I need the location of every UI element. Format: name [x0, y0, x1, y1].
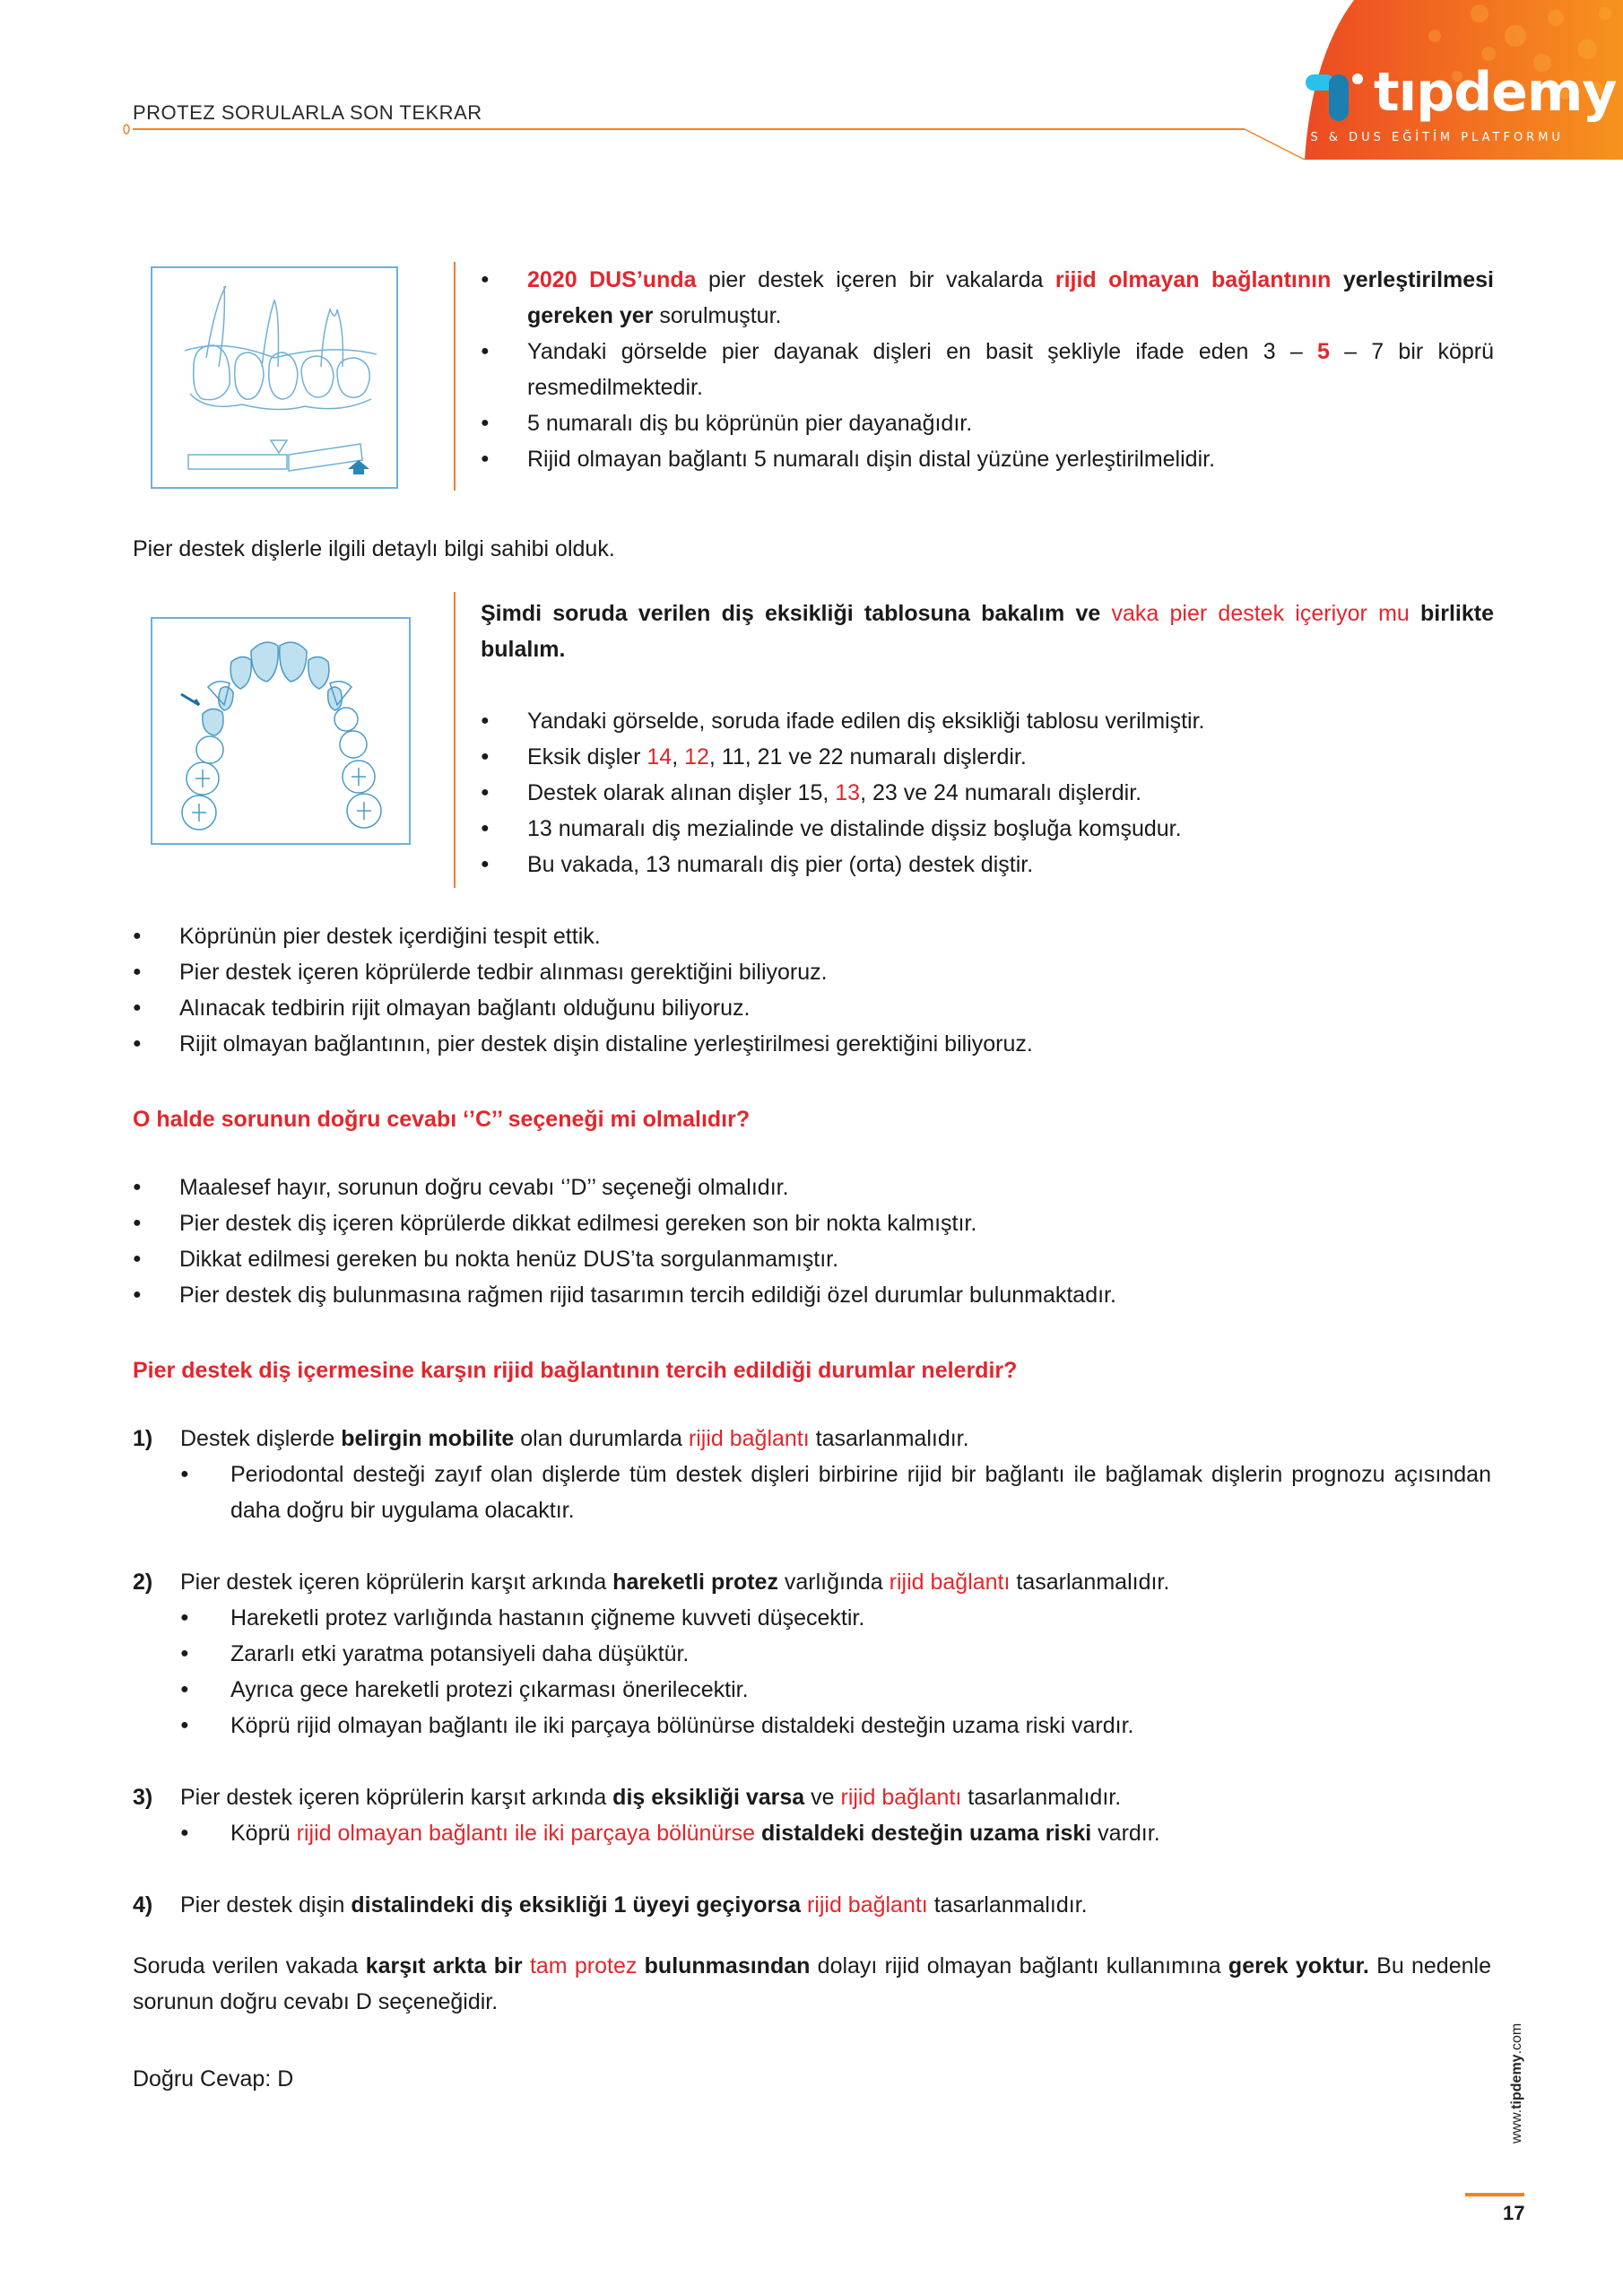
case-item — [133, 1887, 1491, 1923]
case-title — [180, 1779, 1491, 1815]
case-sub-bullets — [180, 1600, 1491, 1744]
list-item — [180, 1457, 1491, 1528]
text-run: Yandaki görselde pier dayanak dişleri en basit şekliyle ifade eden 3 – — [527, 339, 1317, 364]
divider-bar — [454, 262, 456, 491]
text-run: varlığında — [777, 1570, 890, 1595]
section2-text — [481, 596, 1494, 883]
text-run — [523, 1953, 530, 1979]
bold-text: gerek yoktur. — [1228, 1953, 1369, 1979]
list-item: ● Dikkat edilmesi gereken bu nokta henüz DUS’ta sorgulanmamıştır. — [133, 1241, 1491, 1277]
list-item — [481, 441, 1494, 477]
list-item — [481, 262, 1494, 334]
text-run: Hareketli protez varlığında hastanın çiğneme kuvveti düşecektir. — [230, 1605, 865, 1631]
list-item: ● Köprünün pier destek içerdiğini tespit ettik. — [133, 918, 1491, 954]
text-run: Ayrıca gece hareketli protezi çıkarması önerilecektir. — [230, 1677, 749, 1702]
text-run: Destek dişlerde — [180, 1426, 342, 1451]
case-number: 4) — [133, 1892, 153, 1918]
summary-section — [133, 918, 1491, 1062]
bold-text: distalindeki diş eksikliği 1 üyeyi geçiyorsa — [351, 1892, 801, 1918]
header-title: PROTEZ SORULARLA SON TEKRAR — [133, 101, 482, 124]
case-number: 2) — [133, 1570, 153, 1595]
list-item: ● Pier destek diş bulunmasına rağmen rijid tasarımın tercih edildiği özel durumlar bulunmaktadır. — [133, 1277, 1491, 1313]
case-item — [133, 1779, 1491, 1851]
text-run: vardır. — [1091, 1821, 1160, 1846]
text-run: dolayı rijid olmayan bağlantı kullanımına — [810, 1953, 1228, 1979]
section1-text — [481, 262, 1494, 477]
highlighted-text: vaka pier destek içeriyor mu — [1111, 601, 1410, 626]
question-heading-1: O halde sorunun doğru cevabı ‘’C’’ seçeneği mi olmalıdır? — [133, 1107, 751, 1132]
list-item — [180, 1600, 1491, 1636]
bold-text: diş eksikliği varsa — [612, 1785, 805, 1810]
question-heading-2: Pier destek diş içermesine karşın rijid bağlantının tercih edildiği durumlar nelerdir? — [133, 1358, 1018, 1383]
list-item — [481, 405, 1494, 441]
conclusion-paragraph — [133, 1948, 1491, 2020]
bold-text: hareketli protez — [612, 1570, 778, 1595]
text-run: Köprü rijid olmayan bağlantı ile iki parçaya bölünürse distaldeki desteğin uzama riski vardır. — [230, 1713, 1134, 1738]
list-item: ● Maalesef hayır, sorunun doğru cevabı ‘’D’’ seçeneği olmalıdır. — [133, 1170, 1491, 1205]
text-run: Zararlı etki yaratma potansiyeli daha düşüktür. — [230, 1641, 690, 1666]
url-suffix: .com — [1509, 2022, 1524, 2055]
list-item — [481, 703, 1494, 739]
text-run: tasarlanmalıdır. — [961, 1785, 1122, 1810]
text-run: , — [672, 744, 685, 770]
text-run: – 7 bir köprü resmedilmektedir. — [527, 339, 1494, 400]
text-run: Pier destek içeren köprülerin karşıt arkında — [180, 1785, 613, 1810]
text-run: , 11, 21 ve 22 numaralı dişlerdir. — [708, 744, 1027, 770]
case-title — [180, 1421, 1491, 1457]
highlighted-text: rijid olmayan bağlantının — [1055, 267, 1332, 292]
case-number: 3) — [133, 1785, 153, 1810]
brand-tagline: TUS & DUS EĞİTİM PLATFORMU — [1288, 131, 1564, 144]
text-run: Köprü — [230, 1821, 297, 1846]
text-run: Pier destek içeren köprülerin karşıt arkında — [180, 1570, 613, 1595]
brand-name: tıpdemy — [1374, 61, 1617, 124]
text-run: tasarlanmalıdır. — [927, 1892, 1088, 1918]
list-item — [481, 739, 1494, 775]
text-run — [755, 1821, 761, 1846]
highlighted-text: tam protez — [529, 1953, 638, 1979]
highlighted-text: rijid olmayan bağlantı ile iki parçaya bölünürse — [296, 1821, 756, 1846]
highlighted-text: rijid bağlantı — [840, 1785, 962, 1810]
bold-text: bulunmasından — [644, 1953, 811, 1979]
highlighted-text: 13 — [835, 780, 861, 805]
text-run: , 23 ve 24 numaralı dişlerdir. — [860, 780, 1142, 805]
case-item — [133, 1421, 1491, 1528]
text-run — [637, 1953, 644, 1979]
list-item: ● Pier destek içeren köprülerde tedbir alınması gerektiğini biliyoruz. — [133, 954, 1491, 990]
footer-rule — [1465, 2193, 1524, 2196]
text-run: Destek olarak alınan dişler 15, — [527, 780, 836, 805]
url-prefix: www. — [1509, 2109, 1524, 2144]
text-run: olan durumlarda — [514, 1426, 689, 1451]
section1-bullets — [481, 262, 1494, 477]
list-item — [180, 1672, 1491, 1708]
text-run — [801, 1892, 807, 1918]
section2-bullets — [481, 703, 1494, 883]
case-sub-bullets — [180, 1457, 1491, 1528]
list-item — [481, 775, 1494, 811]
intro-line: Pier destek dişlerle ilgili detaylı bilgi sahibi olduk. — [133, 536, 615, 561]
list-item — [481, 847, 1494, 883]
text-run: sorulmuştur. — [653, 303, 782, 328]
summary-bullets — [133, 918, 1491, 1062]
list-item — [180, 1636, 1491, 1672]
text-run: Periodontal desteği zayıf olan dişlerde tüm destek dişleri birbirine rijid bir bağlantı ile bağlamak dişlerin prognozu açısından daha doğru bir uygulama olacaktır. — [230, 1462, 1491, 1523]
correct-answer: Doğru Cevap: D — [133, 2066, 294, 2092]
case-number: 1) — [133, 1426, 153, 1451]
bold-text: distaldeki desteğin uzama riski — [761, 1821, 1092, 1846]
highlighted-text: 5 — [1317, 339, 1330, 364]
section2-lead — [481, 596, 1494, 667]
text-run — [1331, 267, 1342, 292]
text-run: tasarlanmalıdır. — [809, 1426, 969, 1451]
list-item: ● Pier destek diş içeren köprülerde dikkat edilmesi gereken son bir nokta kalmıştır. — [133, 1205, 1491, 1241]
list-item — [481, 334, 1494, 405]
bold-text: yerleştirilmesi gereken yer — [527, 267, 1494, 328]
text-run: Rijid olmayan bağlantı 5 numaralı dişin distal yüzüne yerleştirilmelidir. — [527, 447, 1216, 472]
section-pier-bridge — [133, 262, 1496, 491]
list-item: ● Rijit olmayan bağlantının, pier destek dişin distaline yerleştirilmesi gerektiğini biliyoruz. — [133, 1026, 1491, 1062]
highlighted-text: rijid bağlantı — [889, 1570, 1011, 1595]
bold-text: belirgin mobilite — [341, 1426, 515, 1451]
list-item — [180, 1708, 1491, 1744]
bridge-diagram — [151, 266, 398, 489]
case-title — [180, 1564, 1491, 1600]
highlighted-text: 12 — [684, 744, 709, 770]
highlighted-text: 14 — [647, 744, 673, 770]
highlighted-text: 2020 DUS’unda — [527, 267, 697, 292]
text-run: tasarlanmalıdır. — [1010, 1570, 1170, 1595]
text-run: pier destek içeren bir vakalarda — [696, 267, 1055, 292]
bold-text: Şimdi soruda verilen diş eksikliği tablosuna bakalım ve — [481, 601, 1112, 626]
text-run: Pier destek dişin — [180, 1892, 352, 1918]
text-run: 13 numaralı diş mezialinde ve distalinde dişsiz boşluğa komşudur. — [527, 816, 1182, 841]
text-run: Eksik dişler — [527, 744, 647, 770]
bridge-illustration — [152, 268, 396, 487]
text-run: Soruda verilen vakada — [133, 1953, 366, 1979]
footer-url — [1509, 2023, 1525, 2144]
arrow-icon — [181, 694, 199, 705]
divider-bar — [454, 592, 456, 888]
dental-arch-illustration — [152, 619, 409, 843]
case-sub-bullets — [180, 1815, 1491, 1851]
url-brand: tipdemy — [1509, 2054, 1524, 2109]
rigid-connector-cases — [133, 1421, 1491, 1959]
text-run: Bu nedenle sorunun doğru cevabı D seçeneğidir. — [133, 1953, 1491, 2014]
text-run: ve — [804, 1785, 841, 1810]
case-item — [133, 1564, 1491, 1744]
dental-arch-diagram — [151, 617, 411, 845]
case-title — [180, 1887, 1491, 1923]
bold-text: birlikte bulalım. — [481, 601, 1494, 662]
list-item — [481, 811, 1494, 847]
page-number: 17 — [1503, 2202, 1525, 2224]
highlighted-text: rijid bağlantı — [806, 1892, 928, 1918]
answer-section — [133, 1170, 1491, 1313]
list-item — [180, 1815, 1491, 1851]
section-tooth-chart — [133, 592, 1496, 888]
highlighted-text: rijid bağlantı — [688, 1426, 810, 1451]
answer-bullets — [133, 1170, 1491, 1313]
text-run: 5 numaralı diş bu köprünün pier dayanağıdır. — [527, 411, 973, 436]
text-run: Yandaki görselde, soruda ifade edilen diş eksikliği tablosu verilmiştir. — [527, 709, 1205, 734]
list-item: ● Alınacak tedbirin rijit olmayan bağlantı olduğunu biliyoruz. — [133, 990, 1491, 1026]
bold-text: karşıt arkta bir — [365, 1953, 523, 1979]
text-run: Bu vakada, 13 numaralı diş pier (orta) destek diştir. — [527, 852, 1034, 877]
